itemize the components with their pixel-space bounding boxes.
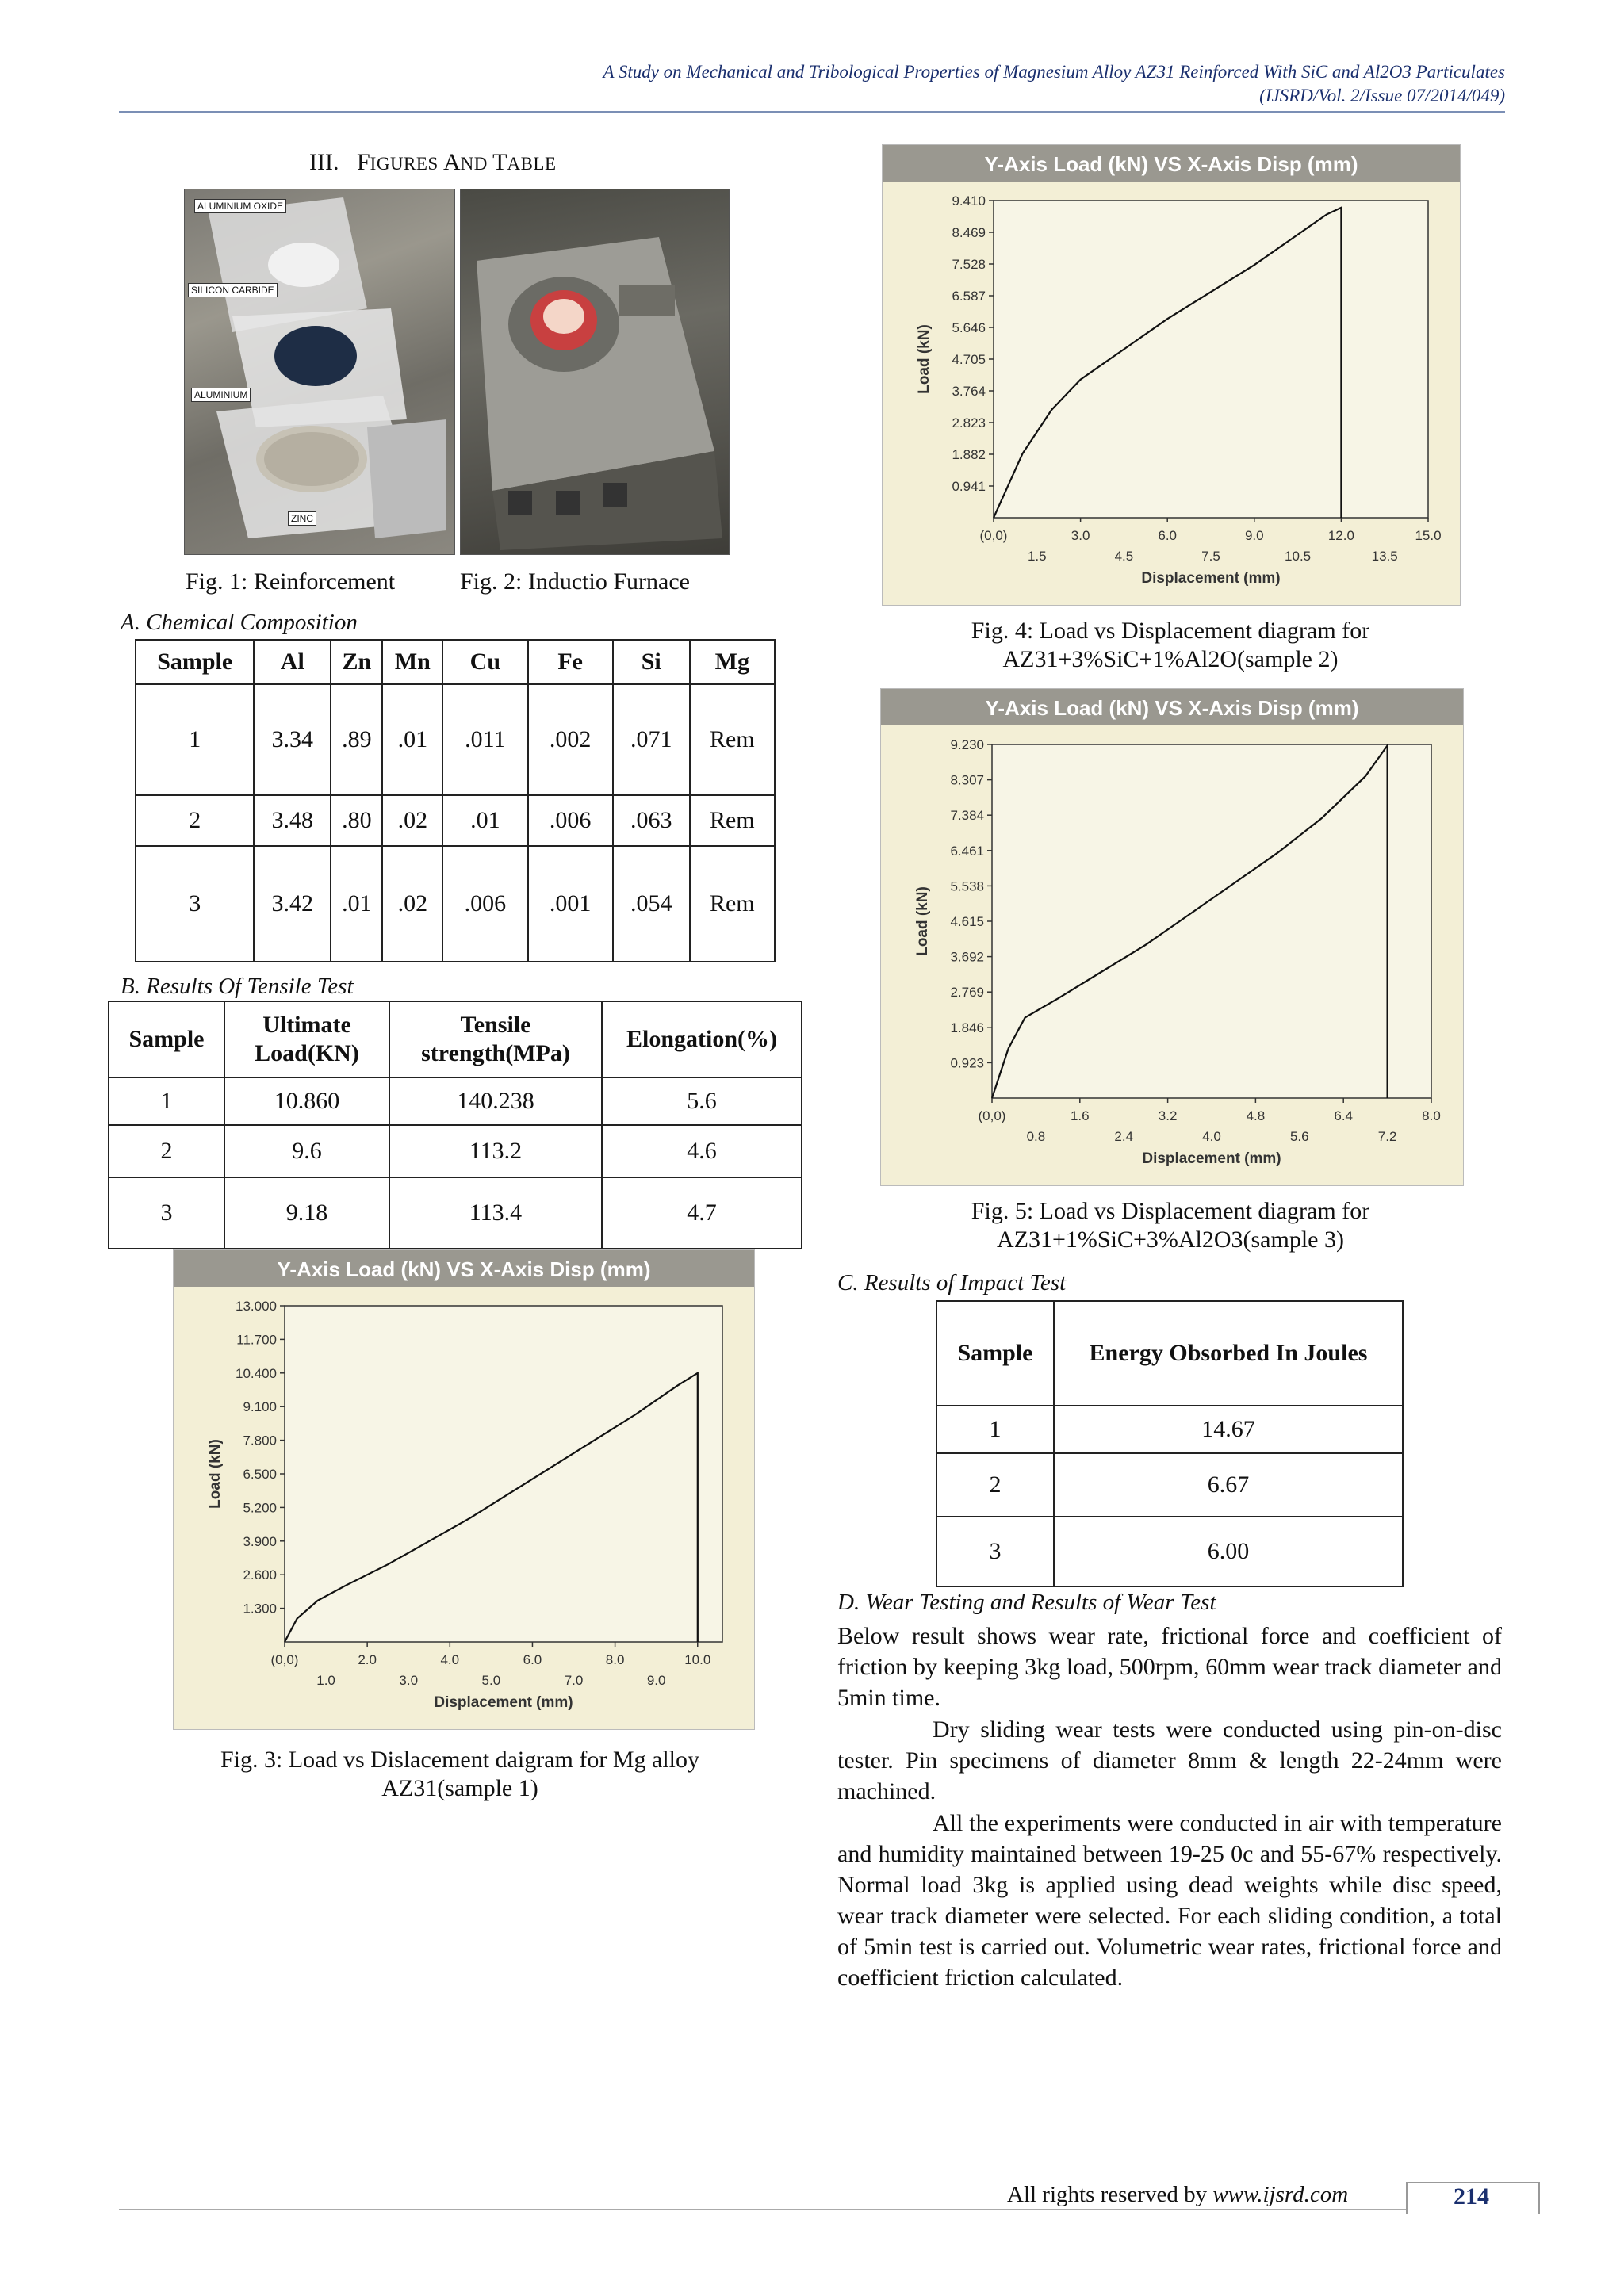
wear-heading: D. Wear Testing and Results of Wear Test (837, 1590, 1216, 1615)
wear-paragraph-3: All the experiments were conducted in air with temperature and humidity maintained between 19-25 0c and 55-67% respectively. Normal load 3kg is applied using dead weights while disc speed, wear track diameter were selected. For each sliding condition, a total of 5min test is carried out. Volumetric wear rates, frictional force and coefficient friction calculated. (837, 1810, 1502, 1991)
footer-rights-text: All rights reserved by (1007, 2182, 1213, 2207)
table-row (136, 684, 775, 795)
tensile-col-strength-line1: Tensile (460, 1012, 531, 1038)
footer-rights (1007, 2182, 1348, 2208)
chem-col-mn: Mn (382, 640, 442, 684)
impact-col-sample: Sample (936, 1301, 1054, 1406)
x-tick-label-secondary: 2.4 (1114, 1129, 1134, 1144)
plot-area (992, 744, 1431, 1098)
chart-title: Y-Axis Load (kN) VS X-Axis Disp (mm) (984, 152, 1358, 176)
x-tick-label-secondary: 7.2 (1377, 1129, 1397, 1144)
fig4-caption-line1: Fig. 4: Load vs Displacement diagram for (971, 618, 1370, 644)
y-tick-label: 0.941 (952, 479, 986, 494)
y-tick-label: 1.882 (952, 447, 986, 462)
x-axis-label: Displacement (mm) (1141, 570, 1281, 587)
y-tick-label: 7.528 (952, 257, 986, 272)
header-rule (119, 111, 1505, 113)
x-tick-label: 15.0 (1415, 528, 1442, 543)
x-tick-label-secondary: 9.0 (646, 1673, 666, 1688)
y-tick-label: 4.615 (950, 914, 984, 929)
table-row (136, 795, 775, 846)
x-tick-label-secondary: 0.8 (1026, 1129, 1046, 1144)
y-tick-label: 7.384 (950, 808, 984, 824)
chemical-heading: A. Chemical Composition (121, 610, 358, 635)
wear-paragraph-1: Below result shows wear rate, frictional force and coefficient of friction by keeping 3kg load, 500rpm, 60mm wear track diameter and 5min time. (837, 1623, 1502, 1711)
chem-col-si: Si (613, 640, 690, 684)
x-tick-label: 9.0 (1244, 528, 1264, 543)
x-tick-label-secondary: 5.6 (1289, 1129, 1309, 1144)
cell: 4.7 (602, 1177, 802, 1249)
cell: 6.67 (1054, 1453, 1403, 1517)
tensile-col-sample: Sample (109, 1001, 224, 1077)
cell: 3.34 (254, 684, 331, 795)
cell: 3 (136, 846, 254, 962)
cell: .071 (613, 684, 690, 795)
chem-col-fe: Fe (528, 640, 613, 684)
header-title-line2: (IJSRD/Vol. 2/Issue 07/2014/049) (1259, 86, 1505, 105)
x-tick-label-secondary: 13.5 (1371, 549, 1398, 564)
y-tick-label: 1.300 (243, 1601, 277, 1617)
x-tick-label: 3.0 (1071, 528, 1090, 543)
table-row (936, 1406, 1403, 1453)
x-tick-label-secondary: 4.0 (1202, 1129, 1221, 1144)
label-zinc: ZINC (288, 511, 316, 526)
fig2-caption: Fig. 2: Inductio Furnace (460, 568, 690, 595)
table-row (109, 1177, 802, 1249)
table-row (136, 846, 775, 962)
cell: 1 (109, 1077, 224, 1125)
tensile-header-row (109, 1001, 802, 1077)
x-tick-label-secondary: 7.5 (1201, 549, 1220, 564)
cell: 5.6 (602, 1077, 802, 1125)
cell: .054 (613, 846, 690, 962)
x-tick-label: 6.0 (523, 1652, 542, 1667)
tensile-col-elongation: Elongation(%) (602, 1001, 802, 1077)
x-tick-label: 12.0 (1327, 528, 1354, 543)
wear-paragraph-2: Dry sliding wear tests were conducted using pin-on-disc tester. Pin specimens of diameter 8mm & length 22-24mm were machined. (837, 1716, 1502, 1804)
table-row (109, 1125, 802, 1177)
fig4-caption (853, 617, 1488, 674)
fig1-reinforcement-photo (184, 189, 455, 555)
x-tick-label: 6.0 (1158, 528, 1178, 543)
label-silicon-carbide: SILICON CARBIDE (188, 283, 278, 297)
tensile-col-load-line2: Load(KN) (255, 1040, 359, 1066)
footer-site-link[interactable]: www.ijsrd.com (1212, 2182, 1349, 2207)
cell: .063 (613, 795, 690, 846)
chart-title: Y-Axis Load (kN) VS X-Axis Disp (mm) (985, 696, 1359, 720)
cell: 2 (109, 1125, 224, 1177)
tensile-col-strength-line2: strength(MPa) (421, 1040, 570, 1066)
cell: 3 (936, 1517, 1054, 1586)
x-tick-label: 2.0 (358, 1652, 377, 1667)
cell: .80 (331, 795, 382, 846)
cell: 9.6 (224, 1125, 389, 1177)
impact-header-row (936, 1301, 1403, 1406)
y-tick-label: 4.705 (952, 352, 986, 367)
chem-col-cu: Cu (442, 640, 527, 684)
cell: .006 (442, 846, 527, 962)
footer-rule (119, 2209, 1505, 2210)
x-tick-label: (0,0) (270, 1652, 299, 1667)
y-tick-label: 11.700 (236, 1332, 277, 1348)
y-tick-label: 8.469 (952, 225, 986, 240)
cell: 6.00 (1054, 1517, 1403, 1586)
y-tick-label: 13.000 (236, 1299, 277, 1314)
cell: .02 (382, 795, 442, 846)
chart-title: Y-Axis Load (kN) VS X-Axis Disp (mm) (277, 1257, 651, 1281)
cell: 10.860 (224, 1077, 389, 1125)
x-tick-label-secondary: 4.5 (1114, 549, 1134, 564)
cell: .01 (382, 684, 442, 795)
tensile-col-strength (389, 1001, 602, 1077)
x-tick-label: (0,0) (979, 528, 1008, 543)
fig2-furnace-photo (460, 189, 730, 555)
section-able: ABLE (507, 154, 557, 174)
cell: Rem (690, 684, 775, 795)
chemical-table (135, 639, 776, 962)
cell: .002 (528, 684, 613, 795)
x-tick-label: 6.4 (1334, 1108, 1354, 1123)
cell: .01 (442, 795, 527, 846)
label-aluminium: ALUMINIUM (191, 388, 251, 402)
fig3-caption-line2: AZ31(sample 1) (381, 1775, 538, 1801)
fig1-illustration (185, 189, 454, 554)
y-tick-label: 3.764 (952, 384, 986, 399)
cell: .011 (442, 684, 527, 795)
running-header (119, 60, 1505, 108)
x-tick-label: 1.6 (1070, 1108, 1090, 1123)
cell: .001 (528, 846, 613, 962)
section-t: T (492, 149, 508, 175)
tensile-heading: B. Results Of Tensile Test (121, 974, 354, 999)
y-tick-label: 2.600 (243, 1567, 277, 1583)
impact-table (936, 1300, 1404, 1587)
chemical-header-row (136, 640, 775, 684)
section-igures: IGURES (370, 154, 443, 174)
fig5-load-displacement-chart (880, 688, 1464, 1186)
impact-col-energy: Energy Obsorbed In Joules (1054, 1301, 1403, 1406)
tensile-col-load-line1: Ultimate (262, 1012, 351, 1038)
cell: 9.18 (224, 1177, 389, 1249)
y-tick-label: 2.823 (952, 415, 986, 430)
x-tick-label: 8.0 (1422, 1108, 1441, 1123)
y-tick-label: 6.461 (950, 843, 984, 859)
cell: 2 (136, 795, 254, 846)
fig3-caption-line1: Fig. 3: Load vs Dislacement daigram for Mg alloy (220, 1747, 700, 1773)
y-tick-label: 8.307 (950, 772, 984, 788)
y-tick-label: 7.800 (243, 1433, 277, 1448)
page-number: 214 (1454, 2183, 1489, 2210)
section-f: F (356, 149, 370, 175)
x-tick-label: 3.2 (1158, 1108, 1178, 1123)
x-tick-label-secondary: 10.5 (1285, 549, 1312, 564)
x-tick-label-secondary: 5.0 (481, 1673, 501, 1688)
fig3-load-displacement-chart (173, 1249, 755, 1730)
y-tick-label: 3.692 (950, 949, 984, 965)
cell: 140.238 (389, 1077, 602, 1125)
fig1-caption: Fig. 1: Reinforcement (186, 568, 396, 595)
section-title (309, 149, 557, 176)
cell: Rem (690, 846, 775, 962)
cell: .01 (331, 846, 382, 962)
x-axis-label: Displacement (mm) (1142, 1150, 1281, 1167)
cell: 113.4 (389, 1177, 602, 1249)
y-tick-label: 10.400 (236, 1365, 277, 1381)
section-nd: ND (460, 154, 493, 174)
label-aluminium-oxide: ALUMINIUM OXIDE (194, 199, 286, 213)
fig5-caption-line1: Fig. 5: Load vs Displacement diagram for (971, 1198, 1370, 1224)
x-tick-label: 4.8 (1246, 1108, 1266, 1123)
plot-area (285, 1306, 722, 1642)
y-tick-label: 6.587 (952, 289, 986, 304)
x-tick-label-secondary: 7.0 (564, 1673, 584, 1688)
chem-col-zn: Zn (331, 640, 382, 684)
fig5-caption-line2: AZ31+1%SiC+3%Al2O3(sample 3) (997, 1226, 1344, 1253)
y-tick-label: 2.769 (950, 985, 984, 1001)
header-title-line1: A Study on Mechanical and Tribological Properties of Magnesium Alloy AZ31 Reinforced With SiC and Al2O3 Particulates (603, 62, 1505, 82)
cell: 113.2 (389, 1125, 602, 1177)
cell: 3.42 (254, 846, 331, 962)
y-tick-label: 3.900 (243, 1533, 277, 1549)
section-a: A (442, 149, 461, 175)
cell: .89 (331, 684, 382, 795)
fig3-caption (143, 1746, 777, 1803)
cell: 3 (109, 1177, 224, 1249)
y-axis-label: Load (kN) (207, 1439, 224, 1509)
y-tick-label: 5.646 (952, 320, 986, 335)
y-tick-label: 9.410 (952, 193, 986, 209)
cell: 1 (136, 684, 254, 795)
fig4-caption-line2: AZ31+3%SiC+1%Al2O(sample 2) (1002, 646, 1339, 672)
y-axis-label: Load (kN) (916, 324, 933, 394)
cell: 4.6 (602, 1125, 802, 1177)
plot-area (994, 201, 1428, 518)
chem-col-al: Al (254, 640, 331, 684)
cell: 14.67 (1054, 1406, 1403, 1453)
section-number: III. (309, 149, 339, 175)
y-tick-label: 6.500 (243, 1467, 277, 1482)
fig4-load-displacement-chart (882, 144, 1461, 606)
x-tick-label-secondary: 1.0 (316, 1673, 335, 1688)
x-tick-label-secondary: 3.0 (399, 1673, 419, 1688)
tensile-col-load (224, 1001, 389, 1077)
cell: 2 (936, 1453, 1054, 1517)
y-tick-label: 5.538 (950, 878, 984, 894)
chem-col-mg: Mg (690, 640, 775, 684)
x-tick-label: 10.0 (684, 1652, 711, 1667)
cell: 3.48 (254, 795, 331, 846)
impact-heading: C. Results of Impact Test (837, 1270, 1067, 1295)
cell: .02 (382, 846, 442, 962)
cell: .006 (528, 795, 613, 846)
y-tick-label: 9.100 (243, 1399, 277, 1415)
fig2-illustration (461, 189, 729, 554)
y-tick-label: 1.846 (950, 1020, 984, 1035)
x-tick-label-secondary: 1.5 (1027, 549, 1047, 564)
y-axis-label: Load (kN) (914, 886, 931, 956)
table-row (109, 1077, 802, 1125)
y-tick-label: 5.200 (243, 1500, 277, 1516)
tensile-table (108, 1001, 802, 1249)
x-axis-label: Displacement (mm) (434, 1694, 573, 1711)
x-tick-label: (0,0) (978, 1108, 1006, 1123)
y-tick-label: 9.230 (950, 737, 984, 752)
cell: Rem (690, 795, 775, 846)
x-tick-label: 8.0 (605, 1652, 625, 1667)
table-row (936, 1453, 1403, 1517)
chem-col-sample: Sample (136, 640, 254, 684)
table-row (936, 1517, 1403, 1586)
cell: 1 (936, 1406, 1054, 1453)
y-tick-label: 0.923 (950, 1055, 984, 1071)
x-tick-label: 4.0 (440, 1652, 460, 1667)
fig5-caption (853, 1197, 1488, 1254)
